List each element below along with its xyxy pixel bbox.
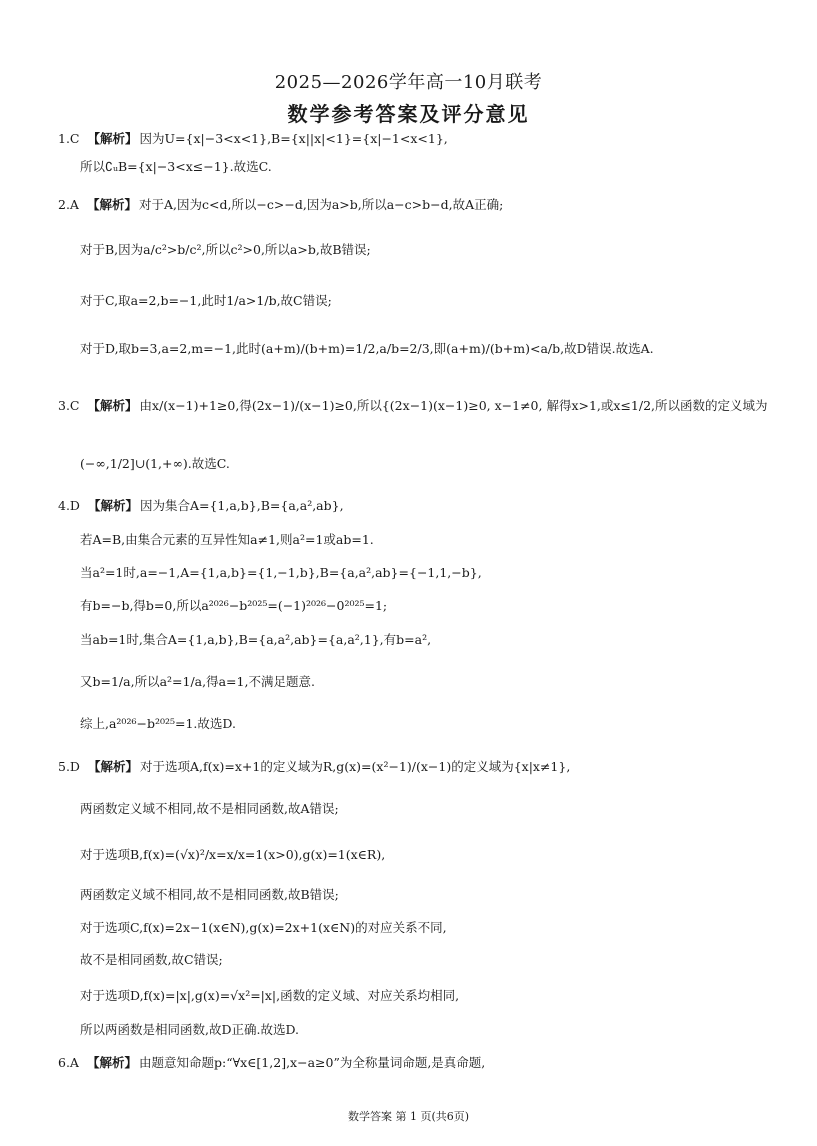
q1-text-1: 因为U={x|−3<x<1},B={x||x|<1}={x|−1<x<1}, [139,131,448,146]
q5-number: 5.D [58,759,80,774]
q2-text-4: 对于D,取b=3,a=2,m=−1,此时(a+m)/(b+m)=1/2,a/b=2/3,即(a+m)/(b+m)<a/b,故D错误.故选A. [80,341,654,356]
q1-tag: 【解析】 [87,131,138,146]
q5-text-7: 对于选项D,f(x)=|x|,g(x)=√x²=|x|,函数的定义域、对应关系均相同, [80,988,460,1003]
q4-number: 4.D [58,498,80,513]
q6-line-1 [58,1054,798,1072]
q1-line-1 [58,130,798,148]
q3-tag: 【解析】 [87,398,138,413]
q4-line-1 [58,497,798,515]
q3-text-1: 由x/(x−1)+1≥0,得(2x−1)/(x−1)≥0,所以{(2x−1)(x−1)≥0, x−1≠0, 解得x>1,或x≤1/2,所以函数的定义域为 [139,398,768,413]
q1-text-2: 所以∁ᵤB={x|−3<x≤−1}.故选C. [80,159,272,174]
q6-text-1: 由题意知命题p:“∀x∈[1,2],x−a≥0”为全称量词命题,是真命题, [138,1055,486,1070]
q4-text-6: 又b=1/a,所以a²=1/a,得a=1,不满足题意. [80,674,315,689]
q3-number: 3.C [58,398,80,413]
q2-text-1: 对于A,因为c<d,所以−c>−d,因为a>b,所以a−c>b−d,故A正确; [138,197,504,212]
doc-title: 数学参考答案及评分意见 [287,102,530,126]
q4-text-1: 因为集合A={1,a,b},B={a,a²,ab}, [139,498,344,513]
q6-number: 6.A [58,1055,79,1070]
exam-title: 2025—2026学年高一10月联考 [274,72,543,93]
q5-text-8: 所以两函数是相同函数,故D正确.故选D. [80,1022,300,1037]
q2-line-1 [58,196,798,214]
q5-text-5: 对于选项C,f(x)=2x−1(x∈N),g(x)=2x+1(x∈N)的对应关系不同, [80,920,447,935]
q2-number: 2.A [58,197,79,212]
q5-text-4: 两函数定义域不相同,故不是相同函数,故B错误; [80,887,339,902]
q5-text-1: 对于选项A,f(x)=x+1的定义域为R,g(x)=(x²−1)/(x−1)的定义域为{x|x≠1}, [139,759,571,774]
q5-line-1 [58,758,798,776]
q6-tag: 【解析】 [86,1055,137,1070]
q4-tag: 【解析】 [87,498,138,513]
page-footer: 数学答案 第 1 页(共6页) [347,1110,470,1123]
q4-text-4: 有b=−b,得b=0,所以a²⁰²⁶−b²⁰²⁵=(−1)²⁰²⁶−0²⁰²⁵=1; [80,598,388,613]
q1-number: 1.C [58,131,80,146]
q2-text-3: 对于C,取a=2,b=−1,此时1/a>1/b,故C错误; [80,293,332,308]
q4-text-5: 当ab=1时,集合A={1,a,b},B={a,a²,ab}={a,a²,1},有b=a², [80,632,432,647]
q5-tag: 【解析】 [87,759,138,774]
q5-text-3: 对于选项B,f(x)=(√x)²/x=x/x=1(x>0),g(x)=1(x∈R), [80,847,386,862]
q3-text-2: (−∞,1/2]∪(1,+∞).故选C. [80,456,230,471]
q2-text-2: 对于B,因为a/c²>b/c²,所以c²>0,所以a>b,故B错误; [80,242,371,257]
q5-text-6: 故不是相同函数,故C错误; [80,952,223,967]
q2-tag: 【解析】 [86,197,137,212]
q4-text-2: 若A=B,由集合元素的互异性知a≠1,则a²=1或ab=1. [80,532,374,547]
q4-text-7: 综上,a²⁰²⁶−b²⁰²⁵=1.故选D. [80,716,236,731]
q5-text-2: 两函数定义域不相同,故不是相同函数,故A错误; [80,801,339,816]
q3-line-1 [58,397,798,415]
q4-text-3: 当a²=1时,a=−1,A={1,a,b}={1,−1,b},B={a,a²,ab}={−1,1,−b}, [80,565,482,580]
